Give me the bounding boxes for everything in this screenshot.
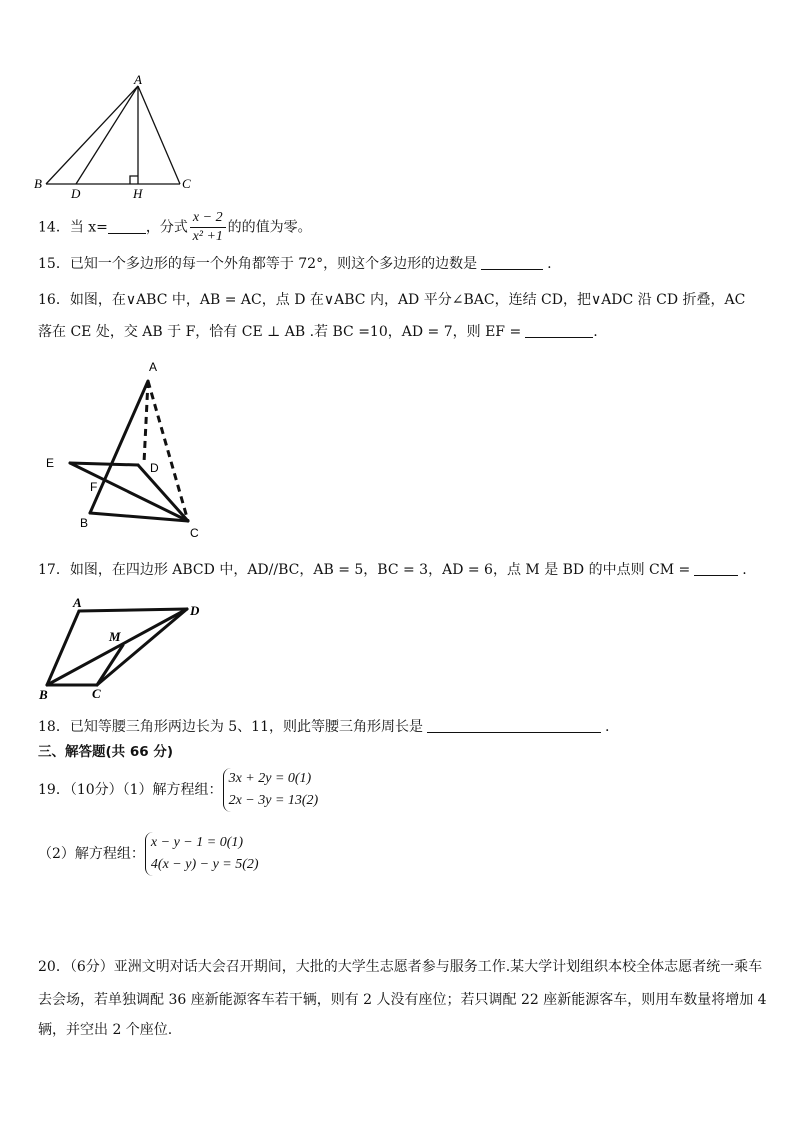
fraction-denominator: x² +1 (192, 229, 223, 244)
answer-blank[interactable] (108, 219, 146, 234)
equation-2: 2x − 3y = 13(2) (228, 793, 319, 808)
answer-blank[interactable] (694, 561, 738, 576)
fold-figure-16 (40, 355, 220, 545)
label-e: E (46, 456, 55, 470)
fraction (190, 209, 226, 246)
label-b: B (80, 516, 89, 530)
question-text: 去会场，若单独调配 36 座新能源客车若干辆，则有 2 人没有座位；若只调配 22 座新能源客车，则用车数量将增加 4 (38, 992, 767, 1008)
fraction-numerator: x − 2 (190, 209, 226, 228)
label-a: A (149, 360, 158, 374)
label-a: A (134, 72, 142, 87)
question-text: 已知等腰三角形两边长为 5、11，则此等腰三角形周长是 (69, 719, 423, 735)
label-b: B (39, 687, 48, 702)
label-d: D (150, 461, 159, 475)
question-text: 落在 CE 处，交 AB 于 F，恰有 CE ⊥ AB .若 BC =10，AD = 7，则 EF = (38, 324, 522, 340)
question-15 (38, 254, 552, 274)
question-text: （6分）亚洲文明对话大会召开期间，大批的大学生志愿者参与服务工作.某大学计划组织本校全体志愿者统一乘车 (69, 959, 763, 975)
label-c: C (92, 686, 101, 701)
question-number: 14． (38, 219, 70, 236)
label-h: H (133, 186, 143, 201)
question-number: 18． (38, 719, 70, 735)
question-number: 16． (38, 292, 70, 308)
question-18 (38, 717, 609, 737)
equation-1: 3x + 2y = 0(1) (228, 771, 312, 786)
question-19-part-1 (38, 768, 318, 812)
label-f: F (90, 480, 98, 494)
question-20-line-3 (38, 1020, 172, 1040)
question-text: 当 x= (69, 219, 108, 236)
question-number: 15． (38, 256, 70, 272)
question-19-part-2 (38, 832, 259, 876)
answer-blank[interactable] (427, 718, 601, 733)
equation-3: x − y − 1 = 0(1) (150, 835, 244, 850)
question-20-line-2 (38, 990, 767, 1010)
triangle-figure-13 (30, 72, 200, 202)
question-text: ，分式 (145, 219, 188, 236)
question-end: . (742, 562, 747, 578)
question-16-line-2 (38, 322, 598, 342)
label-b: B (34, 176, 42, 191)
question-text: 如图，在四边形 ABCD 中，AD//BC，AB = 5，BC = 3，AD = 6，点 M 是 BD 的中点则 CM = (69, 562, 691, 578)
question-text: 已知一个多边形的每一个外角都等于 72°，则这个多边形的边数是 (69, 256, 478, 272)
equation-system (145, 832, 259, 876)
question-16-line-1 (38, 290, 745, 310)
label-c: C (182, 176, 191, 191)
label-d: D (71, 186, 81, 201)
label-d: D (190, 603, 200, 618)
equation-4: 4(x − y) − y = 5(2) (150, 857, 259, 872)
label-c: C (190, 526, 199, 540)
question-text: 辆，并空出 2 个座位. (38, 1022, 173, 1038)
question-17 (38, 560, 747, 580)
question-number: 17． (38, 562, 70, 578)
question-number: 19． (38, 782, 70, 798)
section-title: 三、解答题(共 66 分) (38, 744, 174, 760)
question-end: . (593, 324, 598, 340)
answer-blank[interactable] (481, 255, 543, 270)
equation-system (223, 768, 319, 812)
question-text: （2）解方程组： (38, 846, 145, 862)
label-m: M (109, 629, 121, 644)
question-text: 如图，在∨ABC 中，AB = AC，点 D 在∨ABC 内，AD 平分∠BAC，连结 CD，把∨ADC 沿 CD 折叠，AC (69, 292, 746, 308)
question-20-line-1 (38, 957, 762, 977)
question-end: . (547, 256, 552, 272)
quadrilateral-figure-17 (35, 595, 215, 705)
question-14 (38, 209, 312, 246)
question-end: . (605, 719, 610, 735)
answer-blank[interactable] (525, 323, 593, 338)
question-text: 的的值为零。 (227, 219, 312, 236)
question-number: 20． (38, 959, 70, 975)
question-text: （10分）（1）解方程组： (69, 782, 223, 798)
label-a: A (73, 595, 82, 610)
